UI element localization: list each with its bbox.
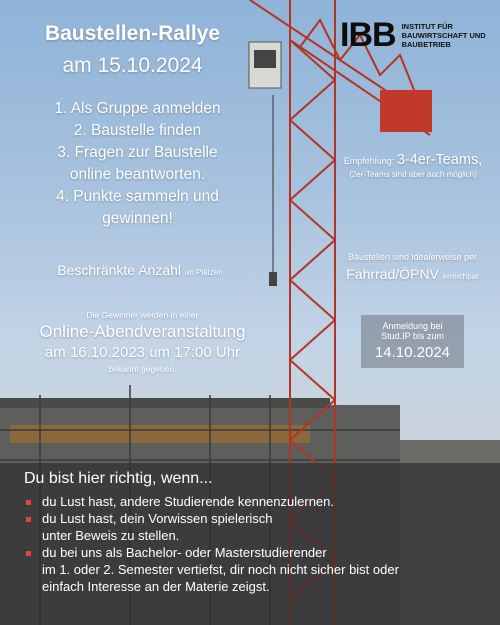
steps-list — [40, 98, 235, 230]
transport-main: Fahrrad/ÖPNV — [346, 266, 439, 282]
step-line: 3. Fragen zur Baustelle — [57, 144, 218, 161]
registration-date: 14.10.2024 — [374, 344, 451, 361]
step-line: 4. Punkte sammeln und — [56, 188, 219, 205]
winners-line-2: Online-Abendveranstaltung — [39, 322, 246, 341]
recommendation-label: Empfehlung: — [343, 156, 395, 166]
audience-heading: Du bist hier richtig, wenn... — [24, 470, 213, 487]
recommendation-note: (2er-Teams sind aber auch möglich) — [349, 170, 477, 179]
team-recommendation — [333, 152, 493, 168]
logo-mark: IBB — [340, 16, 396, 54]
limited-places — [30, 262, 250, 278]
audience-line: du Lust hast, andere Studierende kennenzulernen. — [42, 494, 334, 509]
logo-line: INSTITUT FÜR — [401, 22, 453, 31]
event-date: am 15.10.2024 — [62, 54, 203, 77]
ibb-logo — [340, 16, 486, 55]
audience-item — [24, 544, 494, 595]
audience-line: einfach Interesse an der Materie zeigst. — [42, 579, 270, 594]
registration-box — [361, 315, 464, 368]
event-title: Baustellen-Rallye — [44, 22, 221, 45]
bullet-icon — [26, 517, 31, 522]
registration-line-2: Stud.IP bis zum — [381, 331, 444, 341]
winners-line-3: am 16.10.2023 um 17:00 Uhr — [44, 344, 241, 361]
transport-mode — [330, 266, 495, 282]
audience-item — [24, 510, 494, 544]
step-line: 2. Baustelle finden — [73, 122, 202, 139]
recommendation-value: 3-4er-Teams, — [396, 152, 483, 168]
audience-line: du Lust hast, dein Vorwissen spielerisch — [42, 511, 273, 526]
winners-line-4: bekannt gegeben. — [108, 364, 177, 374]
bullet-icon — [26, 500, 31, 505]
target-audience-panel — [0, 463, 500, 625]
audience-line: unter Beweis zu stellen. — [42, 528, 180, 543]
limited-main: Beschränkte Anzahl — [57, 262, 182, 278]
winners-line-1: Die Gewinner werden in einer — [86, 310, 199, 320]
bullet-icon — [26, 551, 31, 556]
audience-list — [24, 493, 494, 595]
logo-line: BAUWIRTSCHAFT UND — [401, 31, 486, 40]
audience-item — [24, 493, 494, 510]
step-line: gewinnen! — [102, 210, 173, 227]
step-line: online beantworten. — [69, 166, 206, 183]
logo-text — [402, 22, 486, 49]
step-line: 1. Als Gruppe anmelden — [54, 100, 221, 117]
logo-line: BAUBETRIEB — [401, 40, 451, 49]
registration-line-1: Anmeldung bei — [382, 321, 443, 331]
limited-suffix: an Plätzen — [184, 268, 223, 277]
transport-intro: Baustellen sind idealerweise per — [347, 252, 478, 262]
audience-line: du bei uns als Bachelor- oder Masterstudierender — [42, 545, 327, 560]
transport-suffix: erreichbar — [442, 272, 479, 281]
audience-line: im 1. oder 2. Semester vertiefst, dir noch nicht sicher bist oder — [42, 562, 399, 577]
